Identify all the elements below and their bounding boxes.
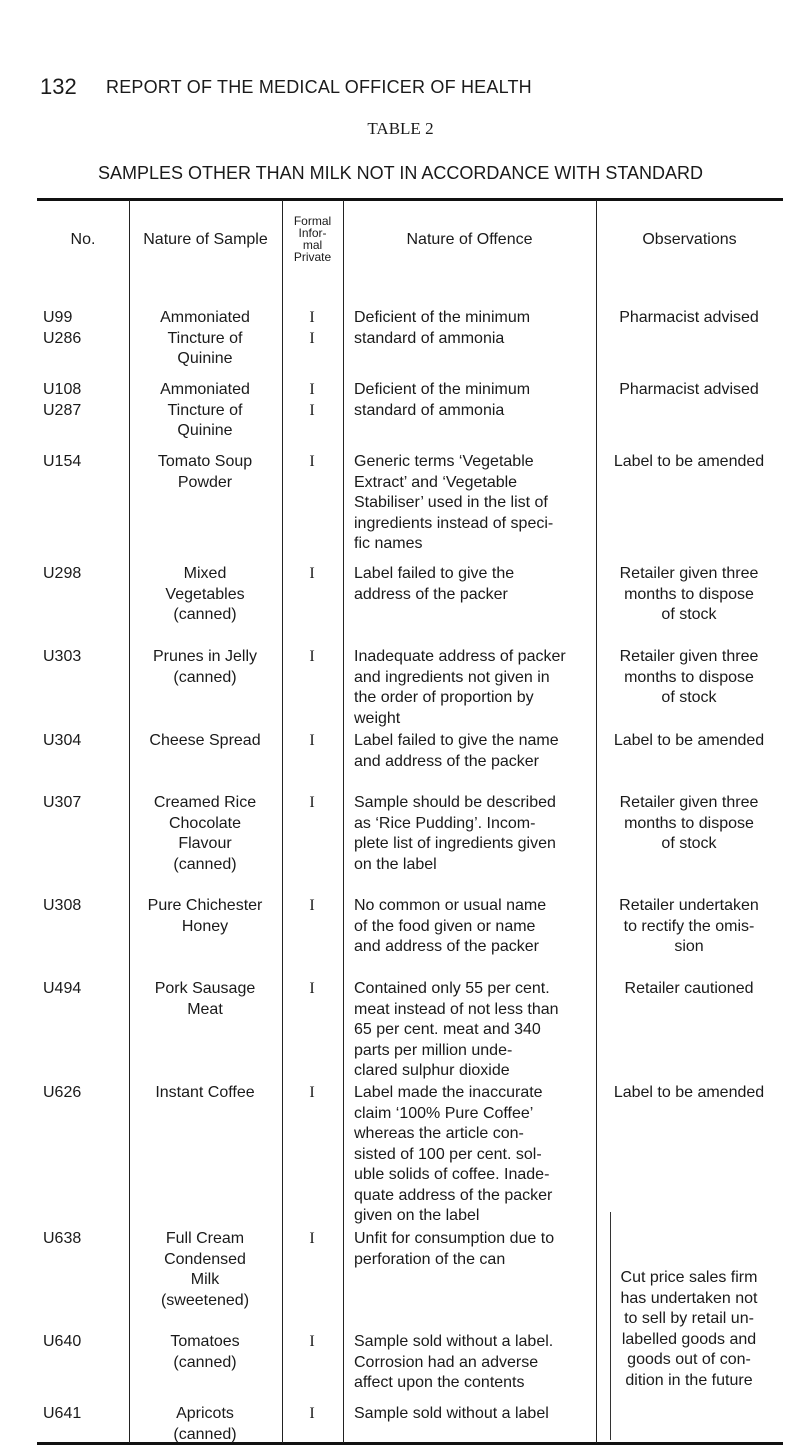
header-no: No. <box>70 230 96 248</box>
cell-formal-informal: I <box>309 1405 315 1422</box>
cell-formal-informal: I <box>309 980 315 997</box>
cell-observations: Pharmacist advised <box>619 309 759 326</box>
cell-sample-no: U308 <box>43 897 82 914</box>
cell-formal-informal: I I <box>309 381 315 419</box>
cell-sample-no: U638 <box>43 1230 82 1247</box>
cell-observations: Retailer given three months to dispose of stock <box>619 565 759 623</box>
cell-nature-of-offence: Sample sold without a label. Corrosion had an adverse affect upon the contents <box>354 1333 554 1391</box>
cell-nature-of-offence: Deficient of the minimum standard of ammonia <box>354 309 531 347</box>
cell-formal-informal: I <box>309 1230 315 1247</box>
cell-grouped-observation: Cut price sales firm has undertaken not to sell by retail un- labelled goods and goods out of con- dition in the future <box>620 1269 758 1389</box>
header-formal-line: mal <box>302 238 323 252</box>
cell-nature-of-offence: Unfit for consumption due to perforation of the can <box>354 1230 555 1268</box>
cell-sample-no: U99 U286 <box>43 309 82 347</box>
header-formal-informal <box>282 198 343 280</box>
table-title: TABLE 2 <box>367 119 434 138</box>
column-divider <box>343 200 344 1443</box>
cell-nature-of-sample: Pure Chichester Honey <box>147 897 263 935</box>
cell-sample-no: U307 <box>43 794 82 811</box>
cell-sample-no: U641 <box>43 1405 82 1422</box>
cell-observations: Retailer given three months to dispose of stock <box>619 794 759 852</box>
cell-nature-of-sample: Creamed Rice Chocolate Flavour (canned) <box>153 794 257 873</box>
cell-observations: Retailer cautioned <box>624 980 754 997</box>
cell-nature-of-sample: Mixed Vegetables (canned) <box>165 565 245 623</box>
cell-sample-no: U298 <box>43 565 82 582</box>
cell-nature-of-sample: Ammoniated Tincture of Quinine <box>160 381 250 439</box>
cell-nature-of-sample: Instant Coffee <box>155 1084 255 1101</box>
cell-formal-informal: I <box>309 1084 315 1101</box>
cell-nature-of-offence: Sample sold without a label <box>354 1405 549 1422</box>
table-subtitle: SAMPLES OTHER THAN MILK NOT IN ACCORDANCE WITH STANDARD <box>97 163 704 183</box>
cell-sample-no: U640 <box>43 1333 82 1350</box>
cell-formal-informal: I <box>309 565 315 582</box>
page-number: 132 <box>40 74 77 99</box>
cell-formal-informal: I <box>309 732 315 749</box>
cell-observations: Label to be amended <box>613 1084 765 1101</box>
cell-formal-informal: I I <box>309 309 315 347</box>
cell-sample-no: U494 <box>43 980 82 997</box>
cell-nature-of-sample: Tomato Soup Powder <box>157 453 253 491</box>
running-head: REPORT OF THE MEDICAL OFFICER OF HEALTH <box>106 77 532 97</box>
cell-formal-informal: I <box>309 453 315 470</box>
cell-nature-of-offence: Deficient of the minimum standard of ammonia <box>354 381 531 419</box>
cell-formal-informal: I <box>309 897 315 914</box>
cell-formal-informal: I <box>309 648 315 665</box>
cell-nature-of-offence: Contained only 55 per cent. meat instead of not less than 65 per cent. meat and 340 parts per million unde- clared sulphur dioxide <box>354 980 559 1079</box>
cell-nature-of-sample: Tomatoes (canned) <box>170 1333 240 1371</box>
cell-nature-of-offence: Label failed to give the name and address of the packer <box>354 732 559 770</box>
cell-sample-no: U303 <box>43 648 82 665</box>
cell-nature-of-offence: Generic terms ‘Vegetable Extract’ and ‘Vegetable Stabiliser’ used in the list of ingredients instead of speci- fic names <box>354 453 554 552</box>
cell-observations: Label to be amended <box>613 453 765 470</box>
header-observations: Observations <box>642 230 737 248</box>
header-formal-line: Infor- <box>298 226 327 240</box>
cell-nature-of-offence: Label made the inaccurate claim ‘100% Pure Coffee’ whereas the article con- sisted of 100 per cent. sol- uble solids of coffee. Inade- quate address of the packer given on the label <box>354 1084 553 1224</box>
header-formal-line: Private <box>293 250 332 264</box>
cell-formal-informal: I <box>309 794 315 811</box>
cell-sample-no: U626 <box>43 1084 82 1101</box>
cell-nature-of-sample: Ammoniated Tincture of Quinine <box>160 309 250 367</box>
cell-sample-no: U108 U287 <box>43 381 82 419</box>
cell-observations: Pharmacist advised <box>619 381 759 398</box>
cell-observations: Label to be amended <box>613 732 765 749</box>
cell-nature-of-offence: Inadequate address of packer and ingredients not given in the order of proportion by weight <box>354 648 566 727</box>
cell-sample-no: U154 <box>43 453 82 470</box>
cell-nature-of-offence: Sample should be described as ‘Rice Pudding’. Incom- plete list of ingredients given on the label <box>354 794 556 873</box>
header-formal-line: Formal <box>293 214 332 228</box>
cell-nature-of-offence: No common or usual name of the food given or name and address of the packer <box>354 897 547 955</box>
page-header <box>0 74 801 104</box>
cell-observations: Retailer given three months to dispose of stock <box>619 648 759 706</box>
cell-nature-of-sample: Cheese Spread <box>149 732 261 749</box>
cell-nature-of-offence: Label failed to give the address of the packer <box>354 565 515 603</box>
cell-nature-of-sample: Apricots (canned) <box>173 1405 237 1443</box>
cell-nature-of-sample: Full Cream Condensed Milk (sweetened) <box>160 1230 250 1309</box>
header-nature-of-offence: Nature of Offence <box>406 230 533 248</box>
cell-formal-informal: I <box>309 1333 315 1350</box>
header-nature-of-sample: Nature of Sample <box>143 230 268 248</box>
cell-sample-no: U304 <box>43 732 82 749</box>
cell-nature-of-sample: Pork Sausage Meat <box>154 980 256 1018</box>
cell-observations: Retailer undertaken to rectify the omis- sion <box>619 897 759 955</box>
cell-nature-of-sample: Prunes in Jelly (canned) <box>152 648 258 686</box>
